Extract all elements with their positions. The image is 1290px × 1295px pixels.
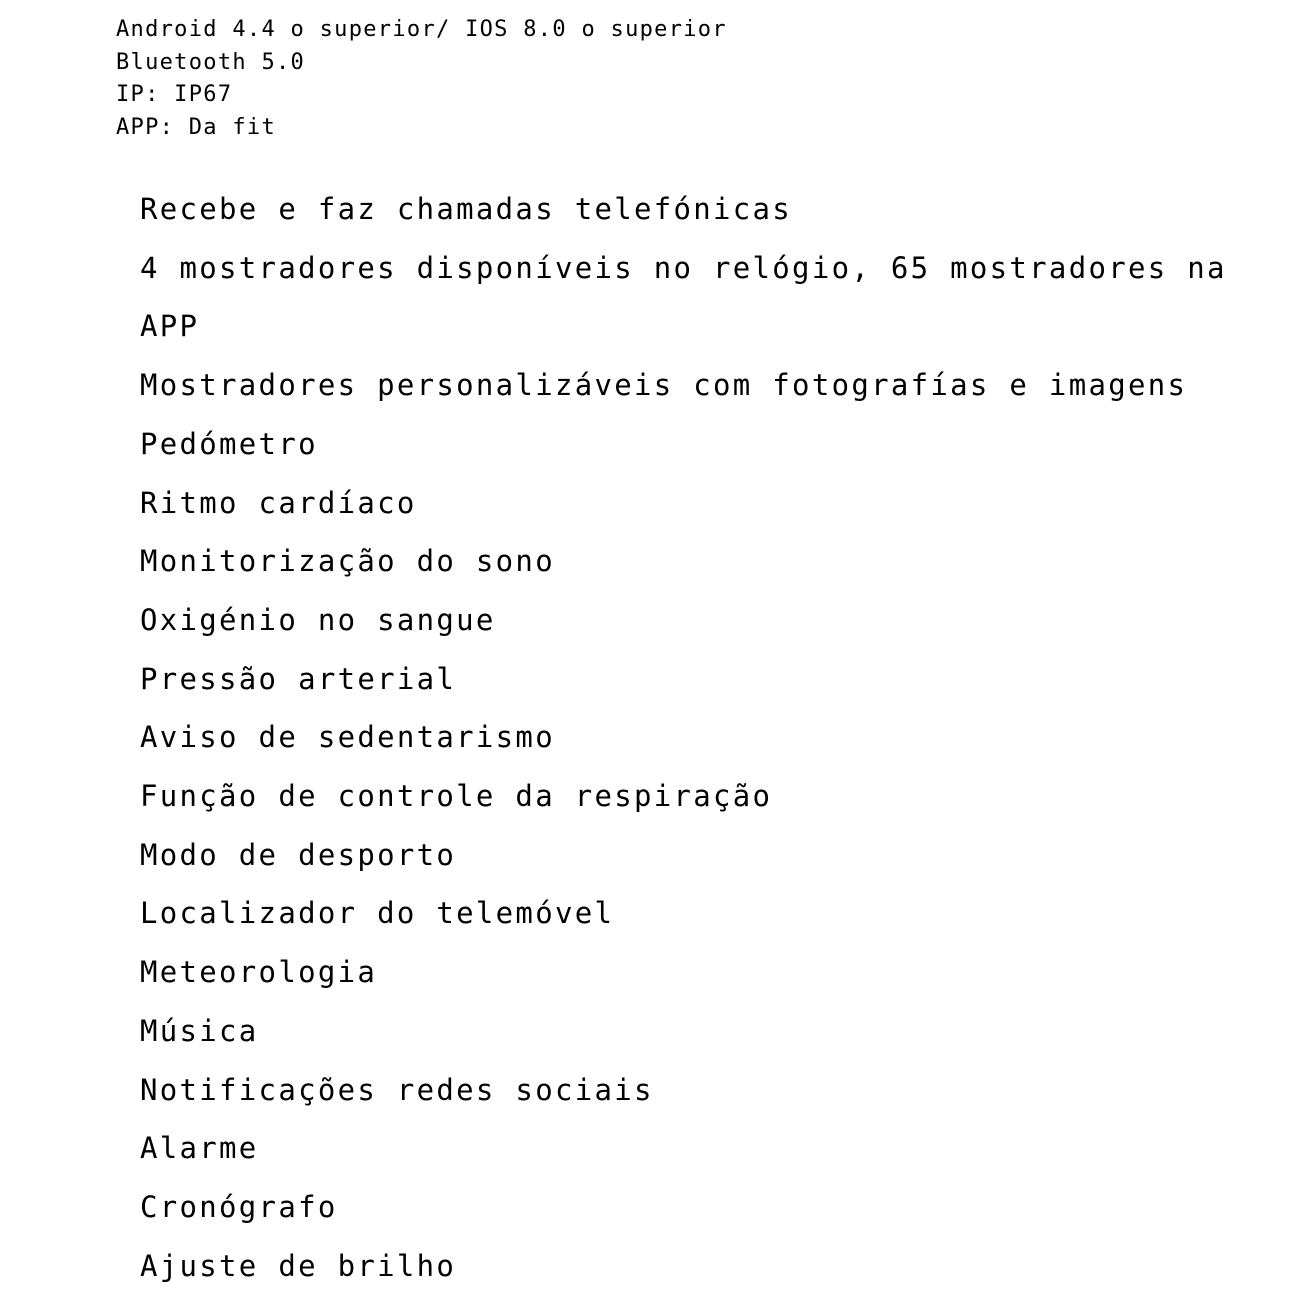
feature-item: Meteorologia xyxy=(140,955,378,990)
specs-list xyxy=(116,14,727,144)
spec-compatibility: Android 4.4 o superior/ IOS 8.0 o superior xyxy=(116,17,727,42)
feature-item: Oxigénio no sangue xyxy=(140,602,496,637)
feature-item: Monitorização do sono xyxy=(140,544,555,579)
feature-item: Pedómetro xyxy=(140,426,318,461)
feature-item: 4 mostradores disponíveis no relógio, 65 mostradores na APP xyxy=(140,250,1227,344)
feature-item: Aviso de sedentarismo xyxy=(140,720,555,755)
feature-item: Recebe e faz chamadas telefónicas xyxy=(140,192,793,226)
feature-item: Mostradores personalizáveis com fotografías e imagens xyxy=(140,368,1188,403)
feature-item: Notificações redes sociais xyxy=(140,1072,654,1107)
spec-app: APP: Da fit xyxy=(116,114,276,140)
features-list xyxy=(140,180,1240,1295)
spec-ip-rating: IP: IP67 xyxy=(116,82,233,107)
feature-item: Modo de desporto xyxy=(140,837,457,872)
spec-bluetooth: Bluetooth 5.0 xyxy=(116,49,306,75)
feature-item: Alarme xyxy=(140,1131,259,1166)
feature-item: Cronógrafo xyxy=(140,1189,338,1224)
feature-item: Localizador do telemóvel xyxy=(140,896,615,931)
feature-item: Pressão arterial xyxy=(140,661,457,696)
feature-item: Função de controle da respiração xyxy=(140,779,773,814)
feature-item: Ajuste de brilho xyxy=(140,1248,457,1283)
feature-item: Música xyxy=(140,1013,259,1048)
feature-item: Ritmo cardíaco xyxy=(140,485,417,520)
